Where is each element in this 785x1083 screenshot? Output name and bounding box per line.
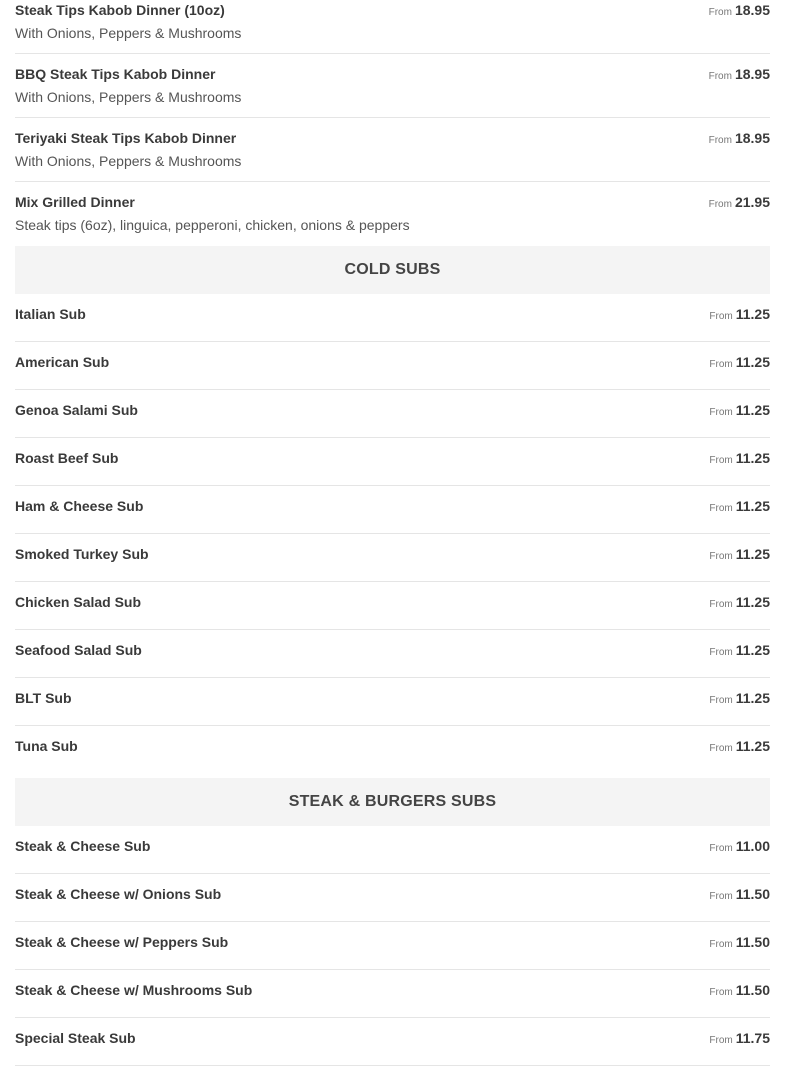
menu-item-name: Mix Grilled Dinner [15,194,135,210]
price-amount: 11.25 [735,594,770,610]
price-amount: 11.25 [735,306,770,322]
price-prefix: From [709,1035,733,1046]
menu-item-price [709,642,770,661]
price-prefix: From [709,503,733,514]
menu-item-seafood-salad-sub[interactable] [15,630,770,678]
price-prefix: From [709,743,733,754]
menu-item-price [709,934,770,953]
menu-item-roast-beef-sub[interactable] [15,438,770,486]
menu-item-price [709,1030,770,1049]
price-prefix: From [709,359,733,370]
menu-item-american-sub[interactable] [15,342,770,390]
menu-item-name: American Sub [15,354,110,370]
menu-item-name: Steak & Cheese Sub [15,838,151,854]
price-prefix: From [709,939,733,950]
menu-item-price [709,886,770,905]
price-prefix: From [709,551,733,562]
price-amount: 11.00 [735,838,770,854]
price-prefix: From [709,647,733,658]
menu-item-genoa-salami-sub[interactable] [15,390,770,438]
menu-item-name: Special Steak Sub [15,1030,136,1046]
menu-item-price [709,498,770,517]
menu-item-name: Steak & Cheese w/ Mushrooms Sub [15,982,253,998]
menu-item-tuna-sub[interactable] [15,726,770,778]
menu-item-name: Steak Tips Kabob Dinner (10oz) [15,2,225,18]
price-prefix: From [708,199,732,210]
menu-item-price [709,738,770,757]
menu-item-name: Steak & Cheese w/ Peppers Sub [15,934,229,950]
price-amount: 11.25 [735,498,770,514]
menu-item-name: BBQ Steak Tips Kabob Dinner [15,66,216,82]
menu-item-steak-cheese-onions-sub[interactable] [15,874,770,922]
menu-item-bbq-steak-tips-kabob-dinner[interactable] [15,54,770,118]
price-amount: 11.25 [735,402,770,418]
price-amount: 11.25 [735,690,770,706]
price-amount: 11.50 [735,886,770,902]
menu-item-name: BLT Sub [15,690,72,706]
price-prefix: From [709,843,733,854]
price-amount: 11.25 [735,546,770,562]
price-prefix: From [709,407,733,418]
menu-item-price [709,690,770,709]
menu-item-chicken-salad-sub[interactable] [15,582,770,630]
price-prefix: From [709,455,733,466]
menu-item-name: Steak & Cheese w/ Onions Sub [15,886,222,902]
menu-item-name: Smoked Turkey Sub [15,546,149,562]
menu-item-price [709,2,770,21]
price-amount: 11.25 [735,738,770,754]
menu-item-price [709,130,770,149]
menu-item-name: Italian Sub [15,306,86,322]
menu-item-mix-grilled-dinner[interactable] [15,182,770,246]
price-amount: 11.25 [735,450,770,466]
price-amount: 18.95 [734,130,770,146]
menu-item-name: Teriyaki Steak Tips Kabob Dinner [15,130,237,146]
menu-item-price [709,194,770,213]
price-prefix: From [708,71,732,82]
menu-item-name: Ham & Cheese Sub [15,498,144,514]
menu-item-description: With Onions, Peppers & Mushrooms [15,25,242,41]
menu-item-steak-tips-kabob-dinner[interactable] [15,0,770,54]
menu-item-price [709,402,770,421]
price-amount: 11.50 [735,934,770,950]
menu-item-price [709,982,770,1001]
section-header-cold-subs: COLD SUBS [15,246,770,294]
menu-item-description: With Onions, Peppers & Mushrooms [15,89,242,105]
menu-item-teriyaki-steak-tips-kabob-dinner[interactable] [15,118,770,182]
menu-item-blt-sub[interactable] [15,678,770,726]
price-amount: 11.50 [735,982,770,998]
menu-item-price [709,66,770,85]
price-prefix: From [708,7,732,18]
menu-item-steak-cheese-peppers-sub[interactable] [15,922,770,970]
price-amount: 18.95 [734,66,770,82]
menu-item-price [709,450,770,469]
menu-item-smoked-turkey-sub[interactable] [15,534,770,582]
menu-item-price [709,306,770,325]
price-amount: 11.75 [735,1030,770,1046]
menu-item-steak-cheese-mushrooms-sub[interactable] [15,970,770,1018]
menu-item-description: With Onions, Peppers & Mushrooms [15,153,242,169]
menu-item-ham-cheese-sub[interactable] [15,486,770,534]
price-prefix: From [709,695,733,706]
price-amount: 18.95 [734,2,770,18]
menu-item-name: Chicken Salad Sub [15,594,142,610]
menu-item-price [709,354,770,373]
menu-item-price [709,546,770,565]
menu-item-special-steak-sub[interactable] [15,1018,770,1066]
price-amount: 21.95 [734,194,770,210]
price-prefix: From [709,311,733,322]
menu-item-italian-sub[interactable] [15,294,770,342]
menu-item-steak-cheese-sub[interactable] [15,826,770,874]
menu-item-name: Genoa Salami Sub [15,402,138,418]
menu-item-name: Tuna Sub [15,738,78,754]
price-prefix: From [709,891,733,902]
section-header-steak-burgers-subs: STEAK & BURGERS SUBS [15,778,770,826]
menu-item-price [709,838,770,857]
price-prefix: From [708,135,732,146]
menu-item-price [709,594,770,613]
menu-item-name: Roast Beef Sub [15,450,119,466]
price-prefix: From [709,599,733,610]
menu-item-name: Seafood Salad Sub [15,642,142,658]
menu-item-description: Steak tips (6oz), linguica, pepperoni, chicken, onions & peppers [15,217,410,233]
price-amount: 11.25 [735,354,770,370]
price-amount: 11.25 [735,642,770,658]
price-prefix: From [709,987,733,998]
